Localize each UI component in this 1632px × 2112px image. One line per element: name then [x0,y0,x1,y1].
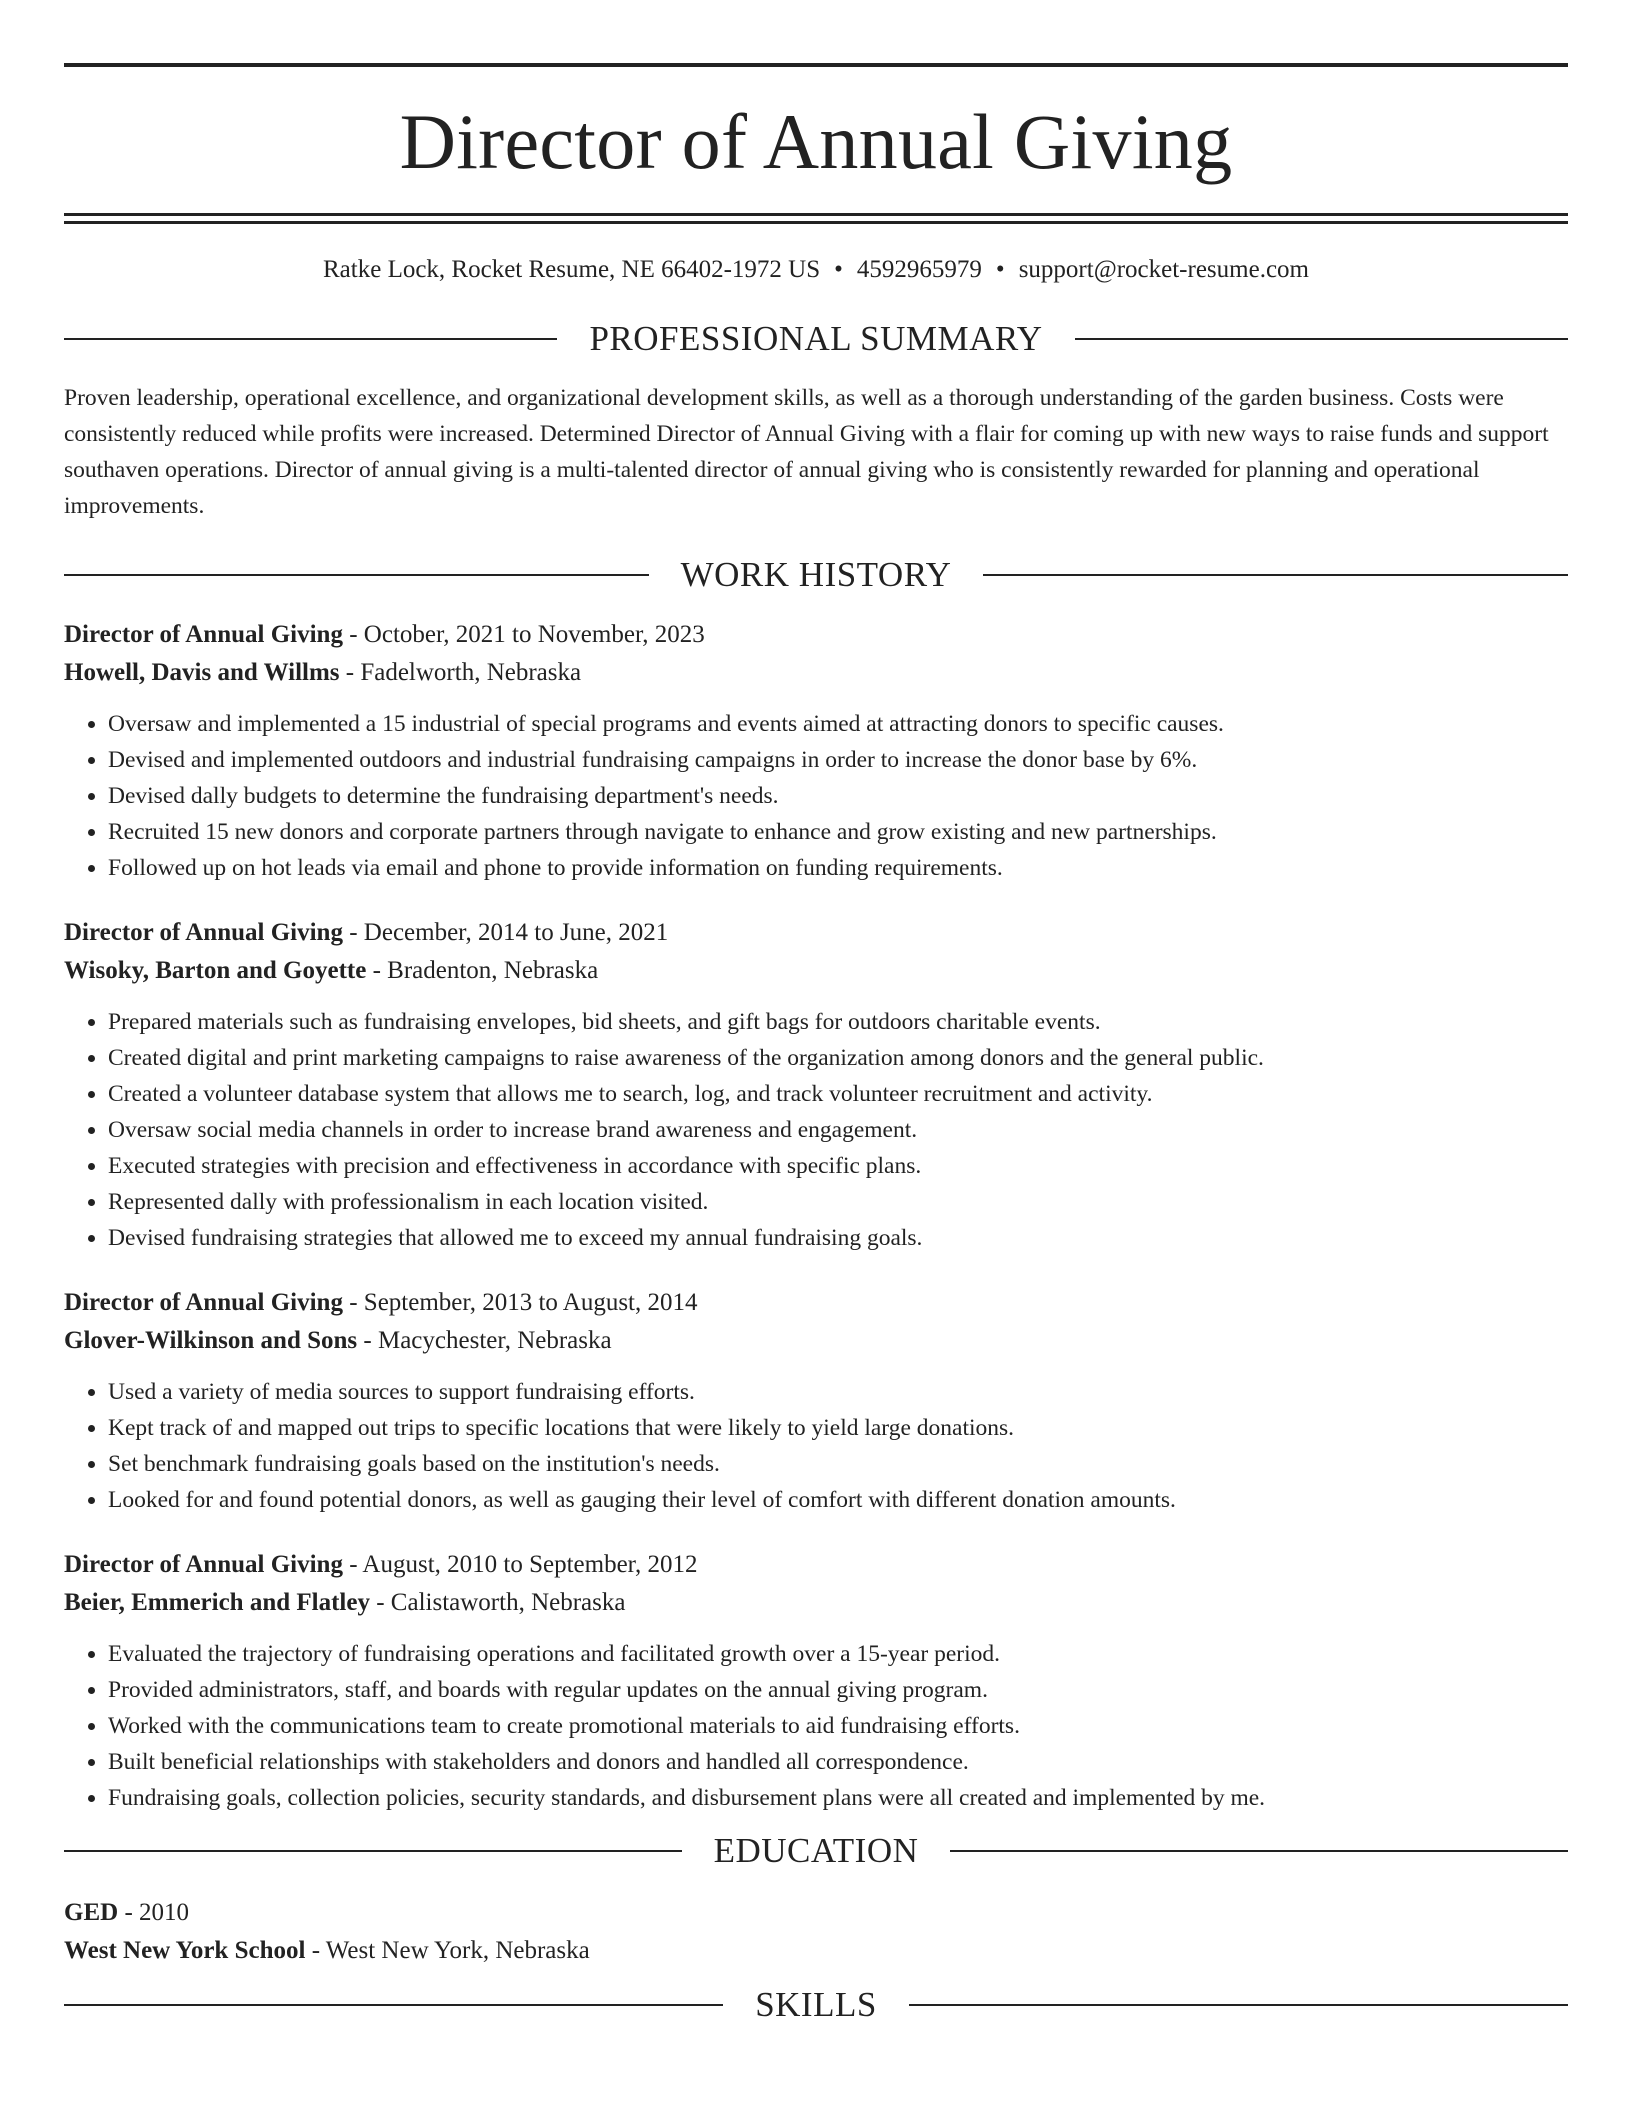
job-entry [64,914,1568,1256]
education-location: - West New York, Nebraska [305,1937,590,1964]
resume-name: Director of Annual Giving [399,98,1233,185]
job-bullet: • Built beneficial relationships with stakeholders and donors and handled all correspondence. [108,1744,1568,1780]
job-dates: - October, 2021 to November, 2023 [342,621,705,648]
job-bullet: • Created a volunteer database system that allows me to search, log, and track volunteer recruitment and activity. [108,1076,1568,1112]
job-title: Director of Annual Giving [64,919,343,946]
section-title: WORK HISTORY [680,555,952,594]
job-bullet: • Oversaw and implemented a 15 industrial of special programs and events aimed at attracting donors to specific causes. [108,706,1568,742]
section-title: EDUCATION [713,1831,919,1870]
job-dates: - August, 2010 to September, 2012 [342,1551,698,1578]
job-company-line [64,1584,1568,1622]
contact-email: support@rocket-resume.com [1018,256,1309,283]
job-company-line [64,1322,1568,1360]
job-company-line [64,654,1568,692]
section-title: SKILLS [755,1985,877,2024]
education-school-line [64,1932,1568,1970]
job-bullet: • Created digital and print marketing campaigns to raise awareness of the organization among donors and the general public. [108,1040,1568,1076]
job-bullet: • Recruited 15 new donors and corporate partners through navigate to enhance and grow existing and new partnerships. [108,814,1568,850]
job-company: Wisoky, Barton and Goyette [64,957,367,984]
resume-page [64,0,1568,2026]
section-header-summary [64,318,1568,360]
job-location: - Bradenton, Nebraska [366,957,599,984]
section-header-education [64,1830,1568,1872]
job-bullet-list [64,1374,1568,1518]
section-rule [950,1850,1568,1852]
education-school: West New York School [64,1937,306,1964]
section-title: PROFESSIONAL SUMMARY [589,319,1043,358]
work-history-list [64,616,1568,1816]
section-header-work [64,554,1568,596]
contact-address: Ratke Lock, Rocket Resume, NE 66402-1972 US [323,256,821,283]
job-company-line [64,952,1568,990]
section-header-skills [64,1984,1568,2026]
job-title: Director of Annual Giving [64,621,343,648]
job-entry [64,1284,1568,1518]
contact-phone: 4592965979 [856,256,982,283]
job-bullet-list [64,706,1568,886]
education-degree: GED [64,1899,119,1926]
job-dates: - December, 2014 to June, 2021 [342,919,669,946]
job-company: Howell, Davis and Willms [64,659,340,686]
contact-line [64,254,1568,286]
job-location: - Calistaworth, Nebraska [369,1589,626,1616]
job-title: Director of Annual Giving [64,1551,343,1578]
job-bullet: • Fundraising goals, collection policies, security standards, and disbursement plans were all created and implemented by me. [108,1780,1568,1816]
job-bullet-list [64,1636,1568,1816]
contact-separator: • [995,256,1005,283]
job-bullet: • Worked with the communications team to create promotional materials to aid fundraising efforts. [108,1708,1568,1744]
section-rule [983,574,1568,576]
education-degree-line [64,1894,1568,1932]
summary-text: Proven leadership, operational excellence, and organizational development skills, as well as a thorough understanding of the garden business. Costs were consistently reduced while profits were increased. Determined Director of Annual Giving with a flair for coming up with new ways to raise funds and support southaven operations. Director of annual giving is a multi-talented director of annual giving who is consistently rewarded for planning and operational improvements. [64,385,1549,519]
section-rule [64,2004,723,2006]
job-bullet: • Devised fundraising strategies that allowed me to exceed my annual fundraising goals. [108,1220,1568,1256]
job-bullet: • Devised and implemented outdoors and industrial fundraising campaigns in order to increase the donor base by 6%. [108,742,1568,778]
job-entry [64,616,1568,886]
job-bullet: • Evaluated the trajectory of fundraising operations and facilitated growth over a 15-year period. [108,1636,1568,1672]
section-rule [64,1850,682,1852]
job-bullet: • Oversaw social media channels in order to increase brand awareness and engagement. [108,1112,1568,1148]
job-bullet: • Represented dally with professionalism in each location visited. [108,1184,1568,1220]
double-rule [64,213,1568,224]
job-bullet: • Prepared materials such as fundraising envelopes, bid sheets, and gift bags for outdoors charitable events. [108,1004,1568,1040]
section-rule [64,574,649,576]
job-bullet: • Followed up on hot leads via email and phone to provide information on funding requirements. [108,850,1568,886]
job-title-line [64,1546,1568,1584]
job-title: Director of Annual Giving [64,1289,343,1316]
job-bullet: • Executed strategies with precision and effectiveness in accordance with specific plans. [108,1148,1568,1184]
section-rule [1075,338,1568,340]
job-bullet: • Used a variety of media sources to support fundraising efforts. [108,1374,1568,1410]
job-bullet: • Set benchmark fundraising goals based on the institution's needs. [108,1446,1568,1482]
job-company: Glover-Wilkinson and Sons [64,1327,358,1354]
section-rule [909,2004,1568,2006]
job-location: - Macychester, Nebraska [357,1327,612,1354]
job-title-line [64,914,1568,952]
job-title-line [64,616,1568,654]
job-entry [64,1546,1568,1816]
job-bullet: • Provided administrators, staff, and boards with regular updates on the annual giving program. [108,1672,1568,1708]
job-bullet: • Kept track of and mapped out trips to specific locations that were likely to yield large donations. [108,1410,1568,1446]
top-rule [64,63,1568,67]
section-rule [64,338,557,340]
contact-separator: • [834,256,843,283]
job-title-line [64,1284,1568,1322]
job-location: - Fadelworth, Nebraska [339,659,582,686]
job-bullet: • Looked for and found potential donors, as well as gauging their level of comfort with different donation amounts. [108,1482,1568,1518]
job-dates: - September, 2013 to August, 2014 [342,1289,698,1316]
job-bullet-list [64,1004,1568,1256]
education-year: - 2010 [118,1899,190,1926]
education-entry [64,1894,1568,1970]
job-company: Beier, Emmerich and Flatley [64,1589,370,1616]
job-bullet: • Devised dally budgets to determine the fundraising department's needs. [108,778,1568,814]
